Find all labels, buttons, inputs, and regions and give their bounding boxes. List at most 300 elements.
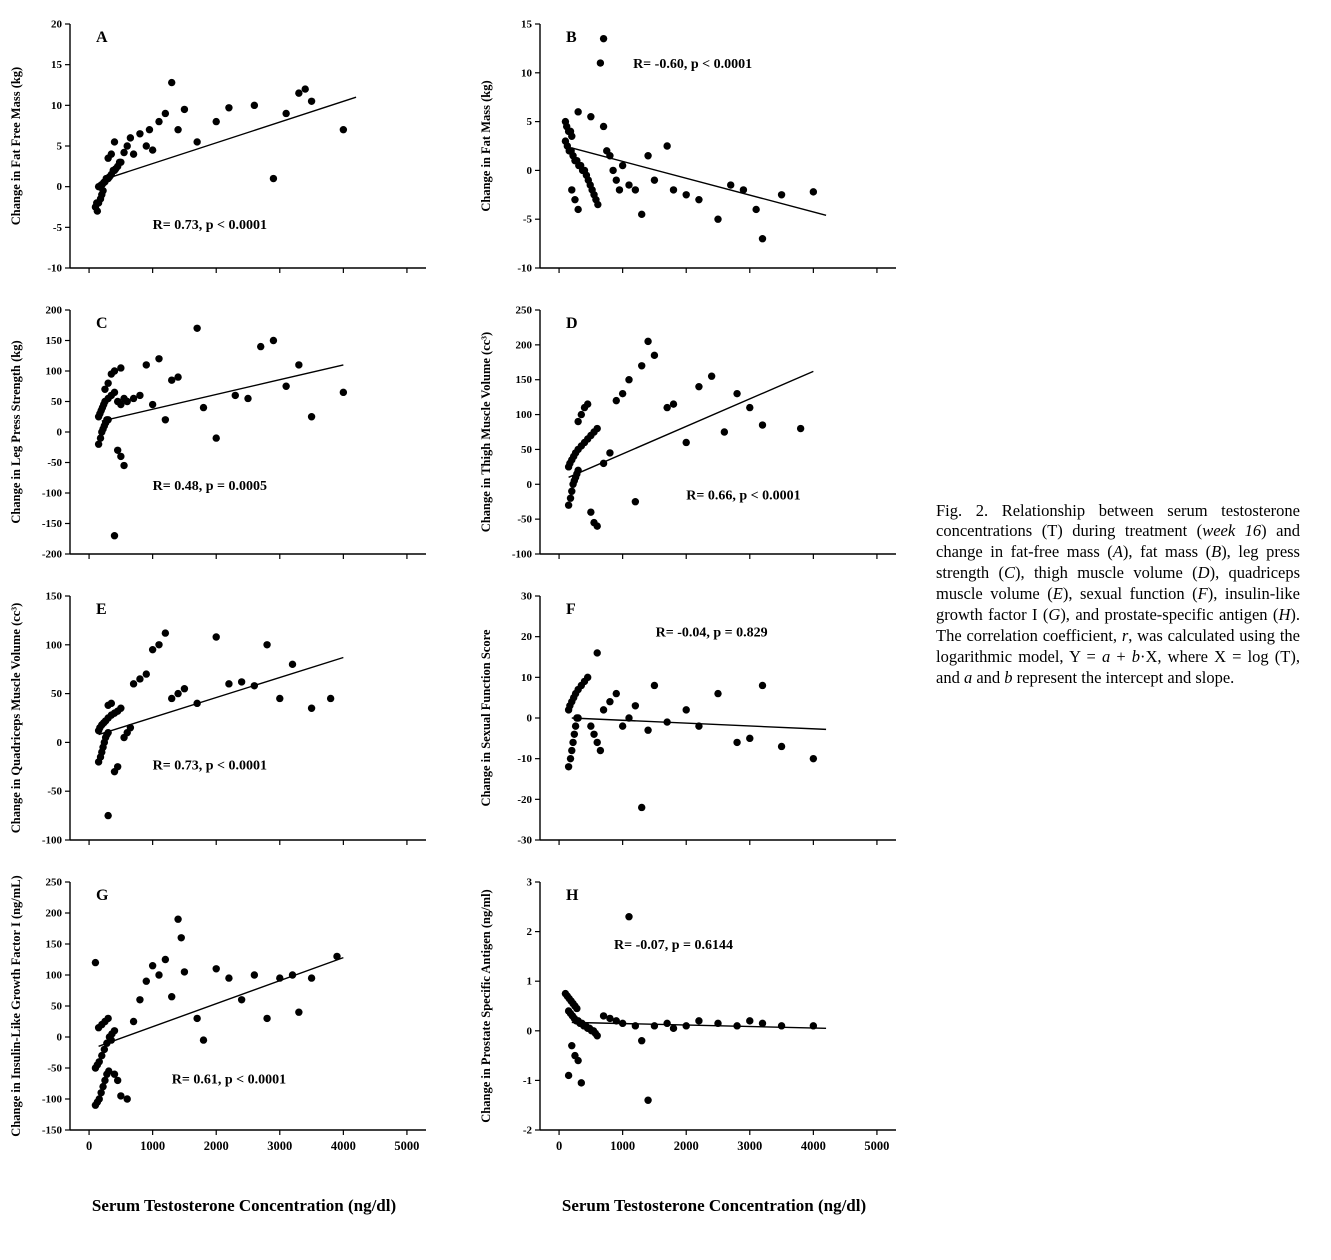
- y-tick-label: 0: [56, 736, 62, 749]
- data-point: [340, 126, 347, 133]
- panel-letter: H: [566, 887, 579, 904]
- data-point: [594, 425, 601, 432]
- scatter-plot-D: [476, 300, 922, 568]
- x-tick-label: 0: [85, 1139, 93, 1153]
- y-tick-label: 100: [45, 365, 62, 378]
- y-tick-label: 0: [56, 181, 62, 194]
- data-point: [136, 675, 143, 682]
- data-point: [565, 763, 572, 770]
- data-point: [568, 186, 575, 193]
- y-tick-label: 150: [45, 590, 62, 603]
- panel-A: [6, 14, 462, 282]
- data-point: [181, 685, 188, 692]
- caption-segment: ), fat mass (: [1122, 542, 1212, 562]
- data-point: [193, 325, 200, 332]
- data-point: [587, 113, 594, 120]
- caption-column: [936, 0, 1304, 1260]
- caption-segment: week 16: [1202, 521, 1262, 541]
- y-tick-label: 20: [521, 631, 532, 644]
- y-axis-label: Change in Insulin-Like Growth Factor I (ng/mL): [9, 875, 23, 1137]
- y-tick-label: 0: [526, 478, 532, 491]
- caption-segment: F: [1197, 584, 1208, 604]
- data-point: [568, 747, 575, 754]
- data-point: [567, 495, 574, 502]
- data-point: [155, 641, 162, 648]
- data-point: [644, 152, 651, 159]
- data-point: [663, 142, 670, 149]
- y-tick-label: 1: [526, 975, 532, 988]
- y-tick-label: -100: [41, 834, 62, 847]
- data-point: [663, 404, 670, 411]
- data-point: [609, 167, 616, 174]
- data-point: [225, 974, 232, 981]
- data-point: [638, 804, 645, 811]
- y-tick-label: -50: [517, 513, 532, 526]
- data-point: [200, 1036, 207, 1043]
- y-tick-label: -200: [41, 548, 62, 561]
- data-point: [759, 235, 766, 242]
- data-point: [597, 747, 604, 754]
- caption-segment: a: [1101, 647, 1111, 667]
- data-point: [127, 724, 134, 731]
- data-point: [251, 971, 258, 978]
- data-point: [594, 739, 601, 746]
- data-point: [136, 392, 143, 399]
- y-tick-label: 0: [56, 1031, 62, 1044]
- data-point: [594, 1032, 601, 1039]
- data-point: [574, 108, 581, 115]
- data-point: [244, 395, 251, 402]
- data-point: [797, 425, 804, 432]
- data-point: [683, 439, 690, 446]
- y-tick-label: -5: [52, 221, 62, 234]
- y-tick-label: -150: [41, 1124, 62, 1137]
- panel-letter: E: [96, 601, 107, 618]
- data-point: [162, 956, 169, 963]
- y-tick-label: 2: [526, 926, 532, 939]
- correlation-annotation: R= -0.60, p < 0.0001: [633, 56, 753, 72]
- data-point: [257, 343, 264, 350]
- y-tick-label: 150: [515, 374, 532, 387]
- data-point: [565, 1072, 572, 1079]
- left-chart-column: [0, 0, 462, 1260]
- caption-segment: ), and prostate-specific antigen (: [1060, 605, 1279, 625]
- data-point: [104, 380, 111, 387]
- data-point: [162, 110, 169, 117]
- data-point: [644, 338, 651, 345]
- data-point: [571, 731, 578, 738]
- panel-letter: A: [96, 29, 108, 46]
- caption-segment: Fig. 2. Relationship between serum testosterone concentrations (T) during treatment (: [936, 500, 1300, 541]
- data-point: [695, 1017, 702, 1024]
- data-point: [571, 196, 578, 203]
- y-tick-label: 100: [515, 409, 532, 422]
- data-point: [619, 390, 626, 397]
- data-point: [149, 962, 156, 969]
- data-point: [573, 1005, 580, 1012]
- data-point: [625, 714, 632, 721]
- data-point: [714, 690, 721, 697]
- data-point: [251, 102, 258, 109]
- data-point: [104, 812, 111, 819]
- y-tick-label: 250: [45, 876, 62, 889]
- data-point: [683, 706, 690, 713]
- panel-letter: F: [566, 601, 576, 618]
- data-point: [117, 159, 124, 166]
- y-axis-label: Change in Leg Press Strength (kg): [9, 340, 23, 524]
- data-point: [606, 152, 613, 159]
- data-point: [619, 1020, 626, 1027]
- data-point: [663, 718, 670, 725]
- caption-segment: b: [1131, 647, 1141, 667]
- data-point: [714, 1020, 721, 1027]
- data-point: [168, 695, 175, 702]
- regression-line: [99, 958, 344, 1047]
- caption-segment: ). The correlation coefficient,: [936, 605, 1300, 646]
- data-point: [238, 678, 245, 685]
- data-point: [619, 162, 626, 169]
- data-point: [587, 508, 594, 515]
- data-point: [574, 206, 581, 213]
- data-point: [746, 404, 753, 411]
- data-point: [114, 763, 121, 770]
- data-point: [810, 188, 817, 195]
- data-point: [638, 362, 645, 369]
- data-point: [587, 722, 594, 729]
- data-point: [600, 460, 607, 467]
- y-tick-label: 100: [45, 969, 62, 982]
- data-point: [670, 400, 677, 407]
- data-point: [108, 700, 115, 707]
- y-tick-label: 3: [526, 876, 532, 889]
- data-point: [282, 383, 289, 390]
- data-point: [810, 755, 817, 762]
- data-point: [108, 150, 115, 157]
- y-tick-label: 10: [521, 67, 532, 80]
- y-tick-label: -50: [47, 785, 62, 798]
- y-axis-label: Change in Thigh Muscle Volume (cc³): [479, 331, 493, 533]
- data-point: [651, 682, 658, 689]
- data-point: [638, 1037, 645, 1044]
- y-tick-label: 50: [51, 396, 62, 408]
- data-point: [174, 373, 181, 380]
- data-point: [289, 661, 296, 668]
- scatter-plot-B: [476, 14, 922, 282]
- caption-segment: B: [1211, 542, 1222, 562]
- data-point: [162, 416, 169, 423]
- data-point: [740, 186, 747, 193]
- data-point: [578, 411, 585, 418]
- data-point: [302, 85, 309, 92]
- y-tick-label: 50: [51, 688, 62, 701]
- y-tick-label: 10: [521, 671, 532, 684]
- y-axis-label: Change in Sexual Function Score: [479, 629, 493, 807]
- data-point: [606, 1015, 613, 1022]
- data-point: [282, 110, 289, 117]
- y-axis-label: Change in Fat Mass (kg): [479, 80, 493, 212]
- y-tick-label: 20: [51, 18, 62, 31]
- caption-segment: C: [1004, 563, 1016, 583]
- x-tick-label: 4000: [330, 1139, 356, 1153]
- caption-segment: r: [1121, 626, 1129, 646]
- data-point: [613, 690, 620, 697]
- data-point: [117, 1092, 124, 1099]
- data-point: [117, 705, 124, 712]
- data-point: [632, 1022, 639, 1029]
- data-point: [225, 104, 232, 111]
- data-point: [168, 993, 175, 1000]
- data-point: [136, 996, 143, 1003]
- y-tick-label: 30: [521, 590, 532, 603]
- y-tick-label: -100: [41, 487, 62, 500]
- data-point: [578, 1079, 585, 1086]
- data-point: [778, 1022, 785, 1029]
- data-point: [193, 700, 200, 707]
- data-point: [155, 355, 162, 362]
- x-axis-title-right: Serum Testosterone Concentration (ng/dl): [561, 1196, 867, 1215]
- scatter-plot-F: [476, 586, 922, 854]
- data-point: [136, 130, 143, 137]
- caption-segment: and: [972, 668, 1005, 688]
- caption-segment: ·X, where X = log (T), and: [936, 647, 1300, 688]
- regression-line: [99, 657, 344, 734]
- data-point: [759, 1020, 766, 1027]
- data-point: [149, 646, 156, 653]
- data-point: [111, 389, 118, 396]
- y-tick-label: -2: [522, 1124, 532, 1137]
- caption-segment: represent the intercept and slope.: [1012, 668, 1235, 688]
- data-point: [92, 959, 99, 966]
- data-point: [600, 35, 607, 42]
- y-tick-label: -30: [517, 834, 532, 847]
- data-point: [168, 79, 175, 86]
- data-point: [130, 680, 137, 687]
- data-point: [104, 1015, 111, 1022]
- y-tick-label: 50: [51, 1000, 62, 1013]
- y-tick-label: -10: [517, 753, 532, 766]
- y-tick-label: 200: [515, 339, 532, 352]
- data-point: [600, 1012, 607, 1019]
- data-point: [193, 1015, 200, 1022]
- data-point: [120, 149, 127, 156]
- data-point: [759, 682, 766, 689]
- data-point: [124, 1095, 131, 1102]
- data-point: [108, 1036, 115, 1043]
- data-point: [104, 416, 111, 423]
- panel-G: [6, 872, 462, 1176]
- scatter-plot-A: [6, 14, 452, 282]
- data-point: [613, 1017, 620, 1024]
- panel-H: [476, 872, 936, 1176]
- data-point: [111, 532, 118, 539]
- data-point: [695, 722, 702, 729]
- data-point: [143, 978, 150, 985]
- y-tick-label: 250: [515, 304, 532, 317]
- data-point: [295, 89, 302, 96]
- y-axis-label: Change in Fat Free Mass (kg): [9, 66, 23, 226]
- data-point: [574, 418, 581, 425]
- data-point: [663, 1020, 670, 1027]
- data-point: [632, 702, 639, 709]
- data-point: [632, 186, 639, 193]
- data-point: [616, 186, 623, 193]
- data-point: [308, 98, 315, 105]
- data-point: [149, 146, 156, 153]
- y-tick-label: 200: [45, 907, 62, 920]
- correlation-annotation: R= -0.04, p = 0.829: [655, 625, 768, 641]
- data-point: [117, 453, 124, 460]
- y-tick-label: 15: [521, 18, 532, 31]
- data-point: [238, 996, 245, 1003]
- data-point: [94, 207, 101, 214]
- y-tick-label: 50: [521, 443, 532, 456]
- data-point: [632, 498, 639, 505]
- data-point: [130, 150, 137, 157]
- data-point: [733, 1022, 740, 1029]
- data-point: [708, 373, 715, 380]
- figure-caption-text: [936, 501, 1300, 690]
- y-tick-label: -10: [517, 262, 532, 275]
- data-point: [146, 126, 153, 133]
- data-point: [670, 1025, 677, 1032]
- data-point: [295, 1009, 302, 1016]
- data-point: [644, 727, 651, 734]
- panel-F: [476, 586, 936, 854]
- data-point: [127, 134, 134, 141]
- data-point: [114, 1077, 121, 1084]
- data-point: [263, 641, 270, 648]
- data-point: [232, 392, 239, 399]
- data-point: [124, 142, 131, 149]
- data-point: [619, 722, 626, 729]
- data-point: [124, 398, 131, 405]
- caption-segment: ), sexual function (: [1062, 584, 1198, 604]
- data-point: [600, 123, 607, 130]
- data-point: [569, 739, 576, 746]
- data-point: [174, 690, 181, 697]
- panel-letter: G: [96, 887, 109, 904]
- data-point: [568, 1042, 575, 1049]
- y-tick-label: 0: [526, 1025, 532, 1038]
- y-tick-label: 0: [526, 712, 532, 725]
- caption-segment: b: [1004, 668, 1013, 688]
- data-point: [174, 916, 181, 923]
- x-tick-label: 3000: [737, 1139, 763, 1153]
- x-tick-label: 3000: [267, 1139, 293, 1153]
- x-tick-label: 1000: [140, 1139, 166, 1153]
- data-point: [308, 705, 315, 712]
- y-tick-label: 150: [45, 938, 62, 951]
- x-tick-label: 4000: [800, 1139, 826, 1153]
- scatter-plot-H: [476, 872, 922, 1176]
- x-axis-title-left: Serum Testosterone Concentration (ng/dl): [91, 1196, 397, 1215]
- data-point: [181, 106, 188, 113]
- data-point: [143, 670, 150, 677]
- scatter-plot-C: [6, 300, 452, 568]
- y-tick-label: 150: [45, 335, 62, 347]
- data-point: [695, 383, 702, 390]
- correlation-annotation: R= 0.48, p = 0.0005: [152, 478, 268, 494]
- data-point: [568, 488, 575, 495]
- data-point: [606, 449, 613, 456]
- data-point: [727, 181, 734, 188]
- data-point: [213, 633, 220, 640]
- caption-segment: ), insulin-like growth factor I (: [936, 584, 1300, 625]
- data-point: [625, 376, 632, 383]
- data-point: [651, 1022, 658, 1029]
- data-point: [625, 913, 632, 920]
- data-point: [200, 404, 207, 411]
- caption-segment: A: [1112, 542, 1123, 562]
- caption-segment: +: [1110, 647, 1132, 667]
- data-point: [178, 934, 185, 941]
- data-point: [594, 201, 601, 208]
- caption-segment: ), quadriceps muscle volume (: [936, 563, 1301, 604]
- y-tick-label: 200: [45, 304, 62, 317]
- data-point: [683, 191, 690, 198]
- data-point: [276, 974, 283, 981]
- data-point: [333, 953, 340, 960]
- data-point: [225, 680, 232, 687]
- data-point: [625, 181, 632, 188]
- data-point: [574, 467, 581, 474]
- y-tick-label: 100: [45, 639, 62, 652]
- data-point: [120, 462, 127, 469]
- y-tick-label: 0: [526, 164, 532, 177]
- data-point: [778, 191, 785, 198]
- y-tick-label: -150: [41, 518, 62, 530]
- caption-segment: ), thigh muscle volume (: [1015, 563, 1198, 583]
- data-point: [117, 364, 124, 371]
- data-point: [155, 971, 162, 978]
- right-chart-column: [462, 0, 936, 1260]
- y-tick-label: 10: [51, 99, 62, 112]
- data-point: [213, 118, 220, 125]
- correlation-annotation: R= -0.07, p = 0.6144: [613, 937, 734, 953]
- data-point: [810, 1022, 817, 1029]
- panel-E: [6, 586, 462, 854]
- data-point: [111, 1027, 118, 1034]
- data-point: [263, 1015, 270, 1022]
- data-point: [276, 695, 283, 702]
- caption-segment: , was calculated using the logarithmic model, Y =: [936, 626, 1300, 667]
- data-point: [565, 502, 572, 509]
- correlation-annotation: R= 0.66, p < 0.0001: [686, 488, 801, 504]
- caption-segment: E: [1052, 584, 1063, 604]
- correlation-annotation: R= 0.73, p < 0.0001: [152, 217, 268, 233]
- y-tick-label: 5: [526, 116, 532, 129]
- data-point: [584, 400, 591, 407]
- data-point: [651, 352, 658, 359]
- data-point: [295, 361, 302, 368]
- data-point: [695, 196, 702, 203]
- y-tick-label: -50: [47, 457, 62, 469]
- data-point: [193, 138, 200, 145]
- data-point: [574, 1057, 581, 1064]
- data-point: [594, 522, 601, 529]
- data-point: [733, 390, 740, 397]
- data-point: [600, 706, 607, 713]
- panel-letter: D: [566, 315, 578, 332]
- y-tick-label: -50: [47, 1062, 62, 1075]
- y-tick-label: -100: [511, 548, 532, 561]
- panel-C: [6, 300, 462, 568]
- data-point: [714, 216, 721, 223]
- y-axis-label: Change in Prostate Specific Antigen (ng/ml): [479, 889, 493, 1123]
- data-point: [308, 413, 315, 420]
- correlation-annotation: R= 0.73, p < 0.0001: [152, 758, 268, 774]
- x-tick-label: 2000: [203, 1139, 229, 1153]
